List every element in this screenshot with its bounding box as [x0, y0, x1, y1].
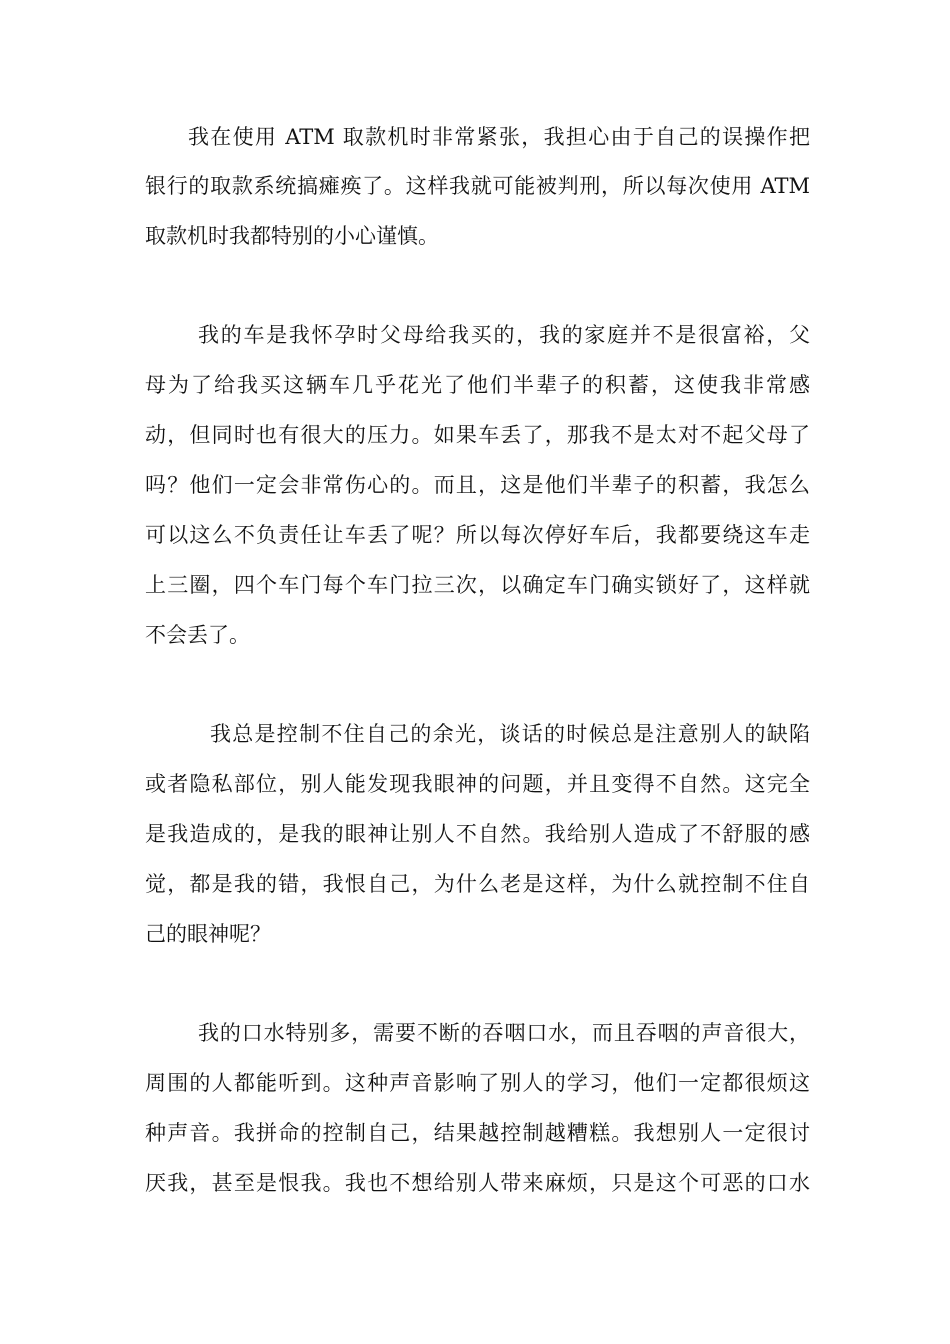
paragraph-line: 觉，都是我的错，我恨自己，为什么老是这样，为什么就控制不住自	[145, 872, 810, 896]
paragraph-line: 种声音。我拼命的控制自己，结果越控制越糟糕。我想别人一定很讨	[145, 1121, 810, 1145]
paragraph-line: 我的车是我怀孕时父母给我买的，我的家庭并不是很富裕，父	[198, 323, 810, 347]
paragraph-line: 银行的取款系统搞瘫痪了。这样我就可能被判刑，所以每次使用 ATM	[145, 174, 810, 198]
paragraph-line: 厌我，甚至是恨我。我也不想给别人带来麻烦，只是这个可恶的口水	[145, 1171, 810, 1195]
paragraph-line: 动，但同时也有很大的压力。如果车丢了，那我不是太对不起父母了	[145, 423, 810, 447]
paragraph-line: 或者隐私部位，别人能发现我眼神的问题，并且变得不自然。这完全	[145, 772, 810, 796]
paragraph-line: 我的口水特别多，需要不断的吞咽口水，而且吞咽的声音很大，	[198, 1021, 810, 1045]
paragraph-line: 上三圈，四个车门每个车门拉三次，以确定车门确实锁好了，这样就	[145, 573, 810, 597]
paragraph-line: 我在使用 ATM 取款机时非常紧张，我担心由于自己的误操作把	[188, 125, 810, 149]
paragraph-line: 是我造成的，是我的眼神让别人不自然。我给别人造成了不舒服的感	[145, 822, 810, 846]
paragraph-line: 我总是控制不住自己的余光，谈话的时候总是注意别人的缺陷	[210, 722, 810, 746]
paragraph-line: 可以这么不负责任让车丢了呢？所以每次停好车后，我都要绕这车走	[145, 523, 810, 547]
paragraph-line: 己的眼神呢？	[145, 922, 271, 946]
paragraph-line: 吗？他们一定会非常伤心的。而且，这是他们半辈子的积蓄，我怎么	[145, 473, 810, 497]
paragraph-line: 不会丢了。	[145, 623, 250, 647]
paragraph-line: 母为了给我买这辆车几乎花光了他们半辈子的积蓄，这使我非常感	[145, 373, 810, 397]
paragraph-line: 周围的人都能听到。这种声音影响了别人的学习，他们一定都很烦这	[145, 1071, 810, 1095]
paragraph-line: 取款机时我都特别的小心谨慎。	[145, 224, 439, 248]
